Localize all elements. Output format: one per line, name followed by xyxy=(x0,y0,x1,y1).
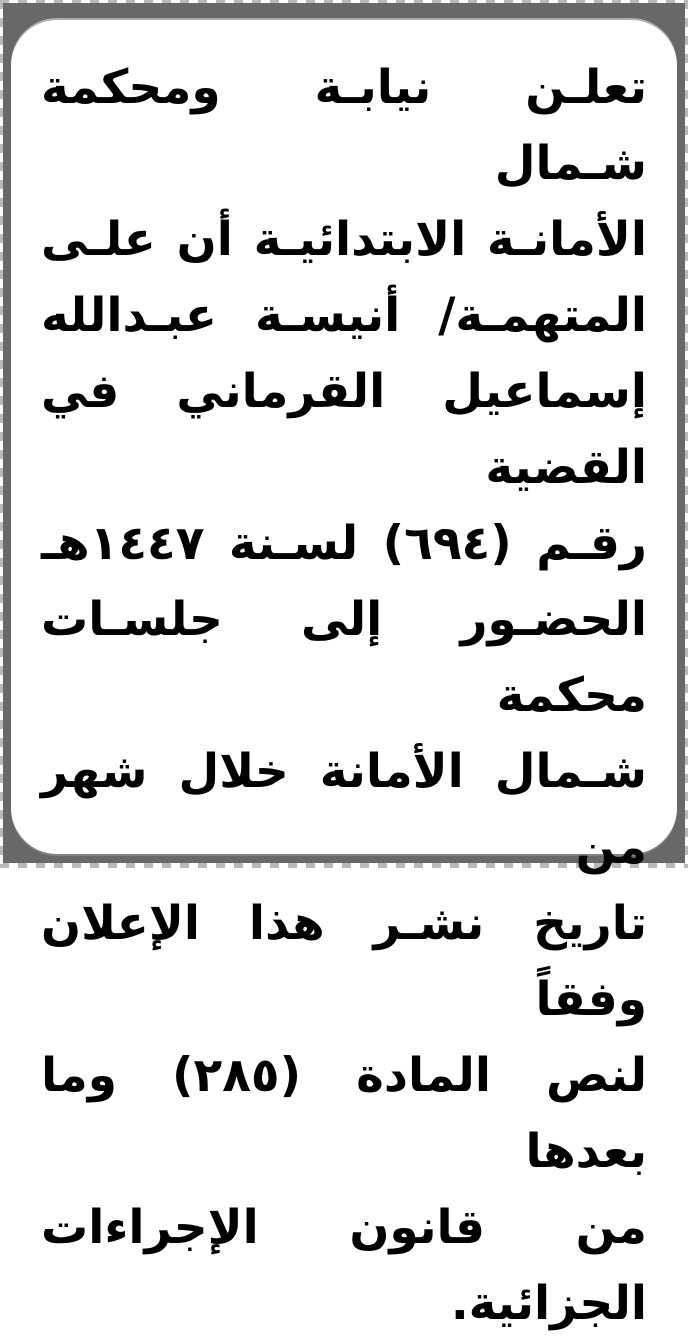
notice-line: إسماعيل القرماني في القضية xyxy=(41,364,647,495)
notice-line: الحضـور إلى جلسـات محكمة xyxy=(41,592,647,723)
notice-line: الأمانـة الابتدائيـة أن علـى xyxy=(41,212,647,267)
notice-card xyxy=(11,20,677,1331)
notice-body xyxy=(11,20,677,1331)
notice-line: رقـم (٦٩٤) لسـنة ١٤٤٧هـ xyxy=(41,516,647,571)
notice-line: المتهمـة/ أنيسـة عبـدالله xyxy=(41,288,647,343)
notice-line: من قانون الإجراءات الجزائية. xyxy=(41,1200,647,1331)
notice-line: تعلـن نيابـة ومحكمة شـمال xyxy=(41,60,647,191)
notice-line: لنص المادة (٢٨٥) وما بعدها xyxy=(41,1048,647,1179)
notice-line: شـمال الأمانة خلال شهر من xyxy=(41,744,647,875)
notice-line: تاريخ نشـر هذا الإعلان وفقاً xyxy=(41,896,647,1027)
